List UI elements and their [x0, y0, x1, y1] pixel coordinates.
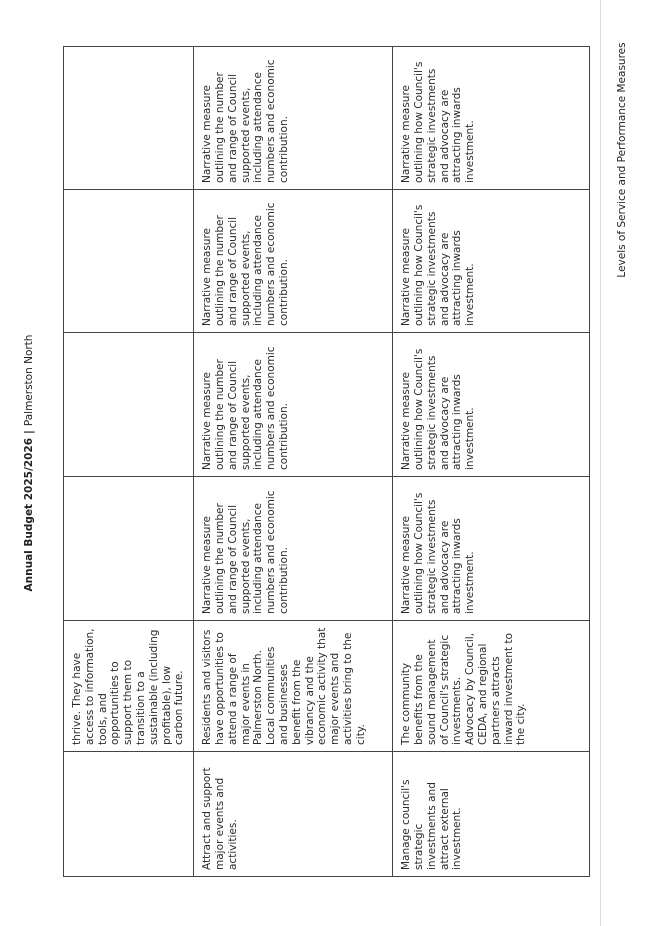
- measure-cell: Narrative measure outlining how Council's strategic investments and advocacy are attracting inwards investment.: [393, 333, 590, 477]
- activity-cell: Attract and support major events and activities.: [194, 752, 393, 877]
- measure-cell: Narrative measure outlining how Council's strategic investments and advocacy are attracting inwards investment.: [393, 190, 590, 333]
- measure-cell: Narrative measure outlining the number and range of Council supported events, including attendance numbers and economic contribution.: [194, 190, 393, 333]
- measure-cell: [64, 47, 194, 190]
- measure-cell: [64, 190, 194, 333]
- running-header-right: Levels of Service and Performance Measures: [616, 42, 628, 278]
- table-container: [63, 47, 585, 877]
- measure-cell: [64, 477, 194, 621]
- levels-of-service-table: [63, 46, 590, 877]
- measure-cell: Narrative measure outlining the number and range of Council supported events, including attendance numbers and economic contribution.: [194, 47, 393, 190]
- document-title: Annual Budget 2025/2026: [23, 437, 35, 592]
- table-row: [393, 47, 590, 877]
- activity-cell: Manage council's strategic investments and attract external investment.: [393, 752, 590, 877]
- running-header-left: [23, 335, 35, 592]
- outcome-cell: The community benefits from the sound management of Council's strategic investments. Advocacy by Council, CEDA, and regional partners attracts inward investment to the city.: [393, 621, 590, 752]
- header-separator: |: [23, 430, 35, 434]
- organisation-name: Palmerston North: [23, 334, 35, 427]
- outcome-cell: thrive. They have access to information, tools, and opportunities to support them to transition to a sustainable (including profitable), low carbon future.: [64, 621, 194, 752]
- table-row: [64, 47, 194, 877]
- measure-cell: Narrative measure outlining the number and range of Council supported events, including attendance numbers and economic contribution.: [194, 333, 393, 477]
- table-row: [194, 47, 393, 877]
- margin-divider: [600, 0, 601, 926]
- outcome-cell: Residents and visitors have opportunities to attend a range of major events in Palmerston North. Local communities and businesses benefit from the vibrancy and the economic activity that major events and activities bring to the city.: [194, 621, 393, 752]
- measure-cell: [64, 333, 194, 477]
- measure-cell: Narrative measure outlining how Council's strategic investments and advocacy are attracting inwards investment.: [393, 47, 590, 190]
- activity-cell: [64, 752, 194, 877]
- measure-cell: Narrative measure outlining how Council's strategic investments and advocacy are attracting inwards investment.: [393, 477, 590, 621]
- measure-cell: Narrative measure outlining the number and range of Council supported events, including attendance numbers and economic contribution.: [194, 477, 393, 621]
